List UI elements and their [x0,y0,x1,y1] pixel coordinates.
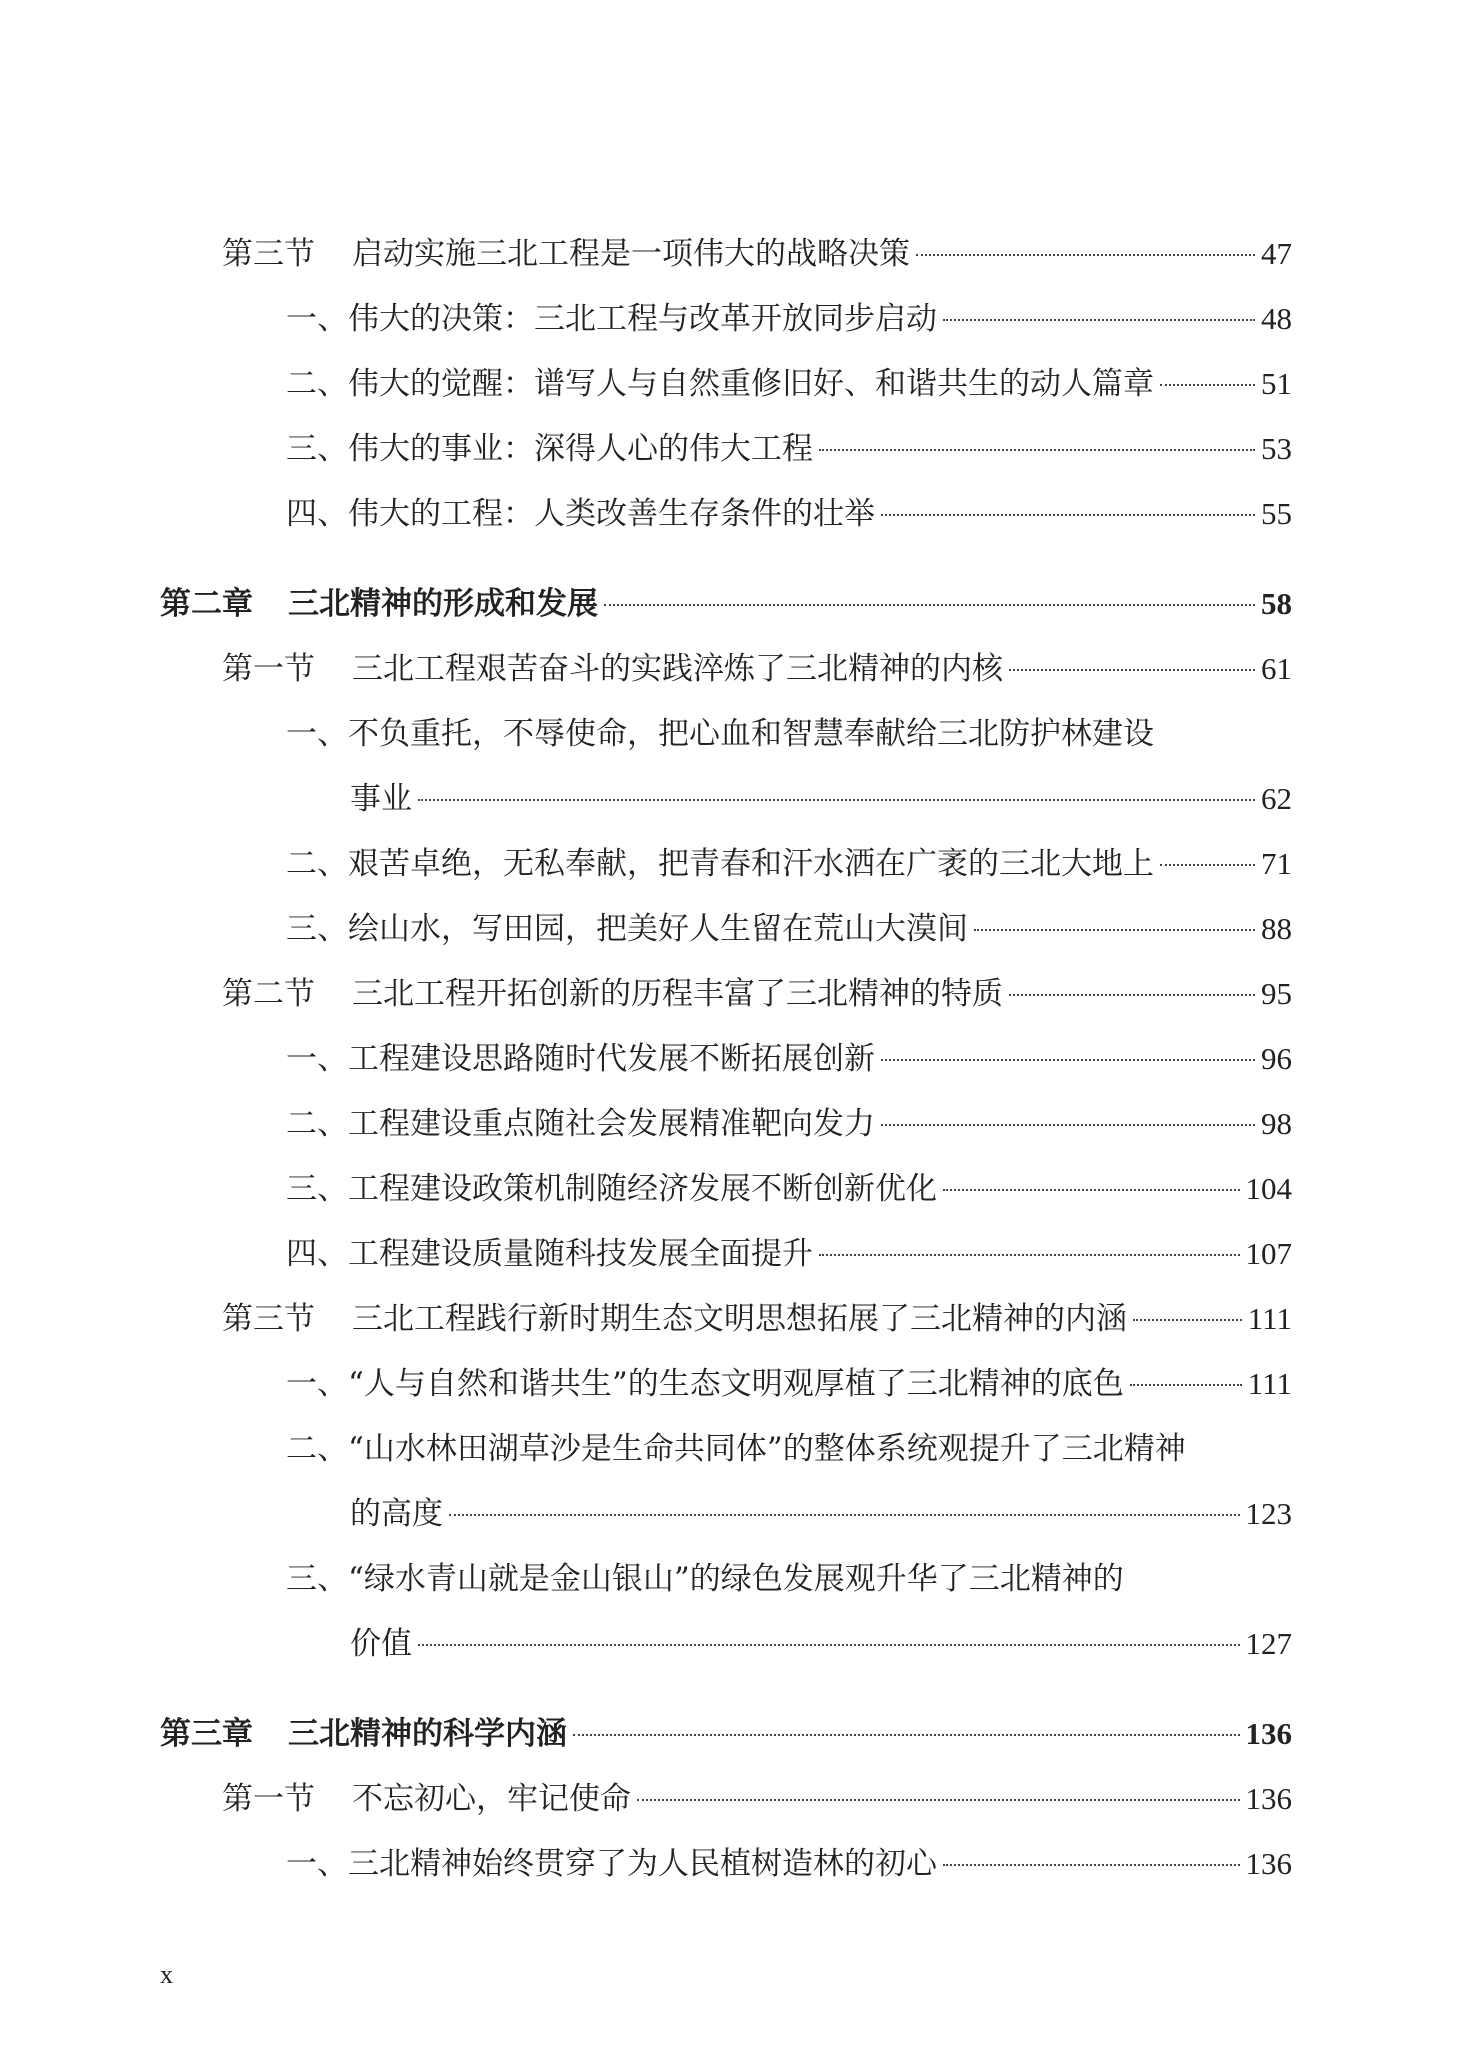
section-number: 第一节 [222,1781,315,1817]
toc-item-continuation: 价值 [350,1626,412,1662]
item-title: 一、工程建设思路随时代发展不断拓展创新 [286,1041,875,1077]
dot-leader [1009,994,1255,996]
toc-entry-text [286,1844,937,1884]
section-title: 三北工程艰苦奋斗的实践淬炼了三北精神的内核 [352,651,1003,687]
toc-item-entry[interactable] [286,429,1292,469]
dot-leader [881,1124,1255,1126]
toc-entry-text [286,299,937,339]
toc-item-continuation: 事业 [350,781,412,817]
toc-page-number: 55 [1261,496,1292,531]
toc-page-number: 58 [1261,586,1292,621]
toc-section-entry[interactable] [222,649,1292,689]
dot-leader [819,449,1255,451]
item-title: 三、绘山水，写田园，把美好人生留在荒山大漠间 [286,911,968,947]
toc-item-continuation: 的高度 [350,1496,443,1532]
toc-item-title[interactable]: 二、“山水林田湖草沙是生命共同体”的整体系统观提升了三北精神 [286,1431,1186,1467]
item-title: 一、伟大的决策：三北工程与改革开放同步启动 [286,301,937,337]
toc-item-entry[interactable] [286,1364,1292,1404]
toc-page-number: 61 [1261,651,1292,686]
toc-chapter-entry[interactable] [160,1714,1292,1754]
toc-item-entry[interactable] [286,909,1292,949]
toc-chapter-entry[interactable] [160,584,1292,624]
toc-entry-text [160,584,598,624]
item-title: 一、三北精神始终贯穿了为人民植树造林的初心 [286,1846,937,1882]
dot-leader [1130,1384,1242,1386]
toc-item-entry[interactable] [286,364,1292,404]
dot-leader [881,1059,1255,1061]
toc-item-title[interactable]: 一、不负重托，不辱使命，把心血和智慧奉献给三北防护林建设 [286,716,1154,752]
item-title: 二、艰苦卓绝，无私奉献，把青春和汗水洒在广袤的三北大地上 [286,846,1154,882]
toc-item-entry[interactable] [286,844,1292,884]
toc-page-number: 136 [1245,1716,1292,1751]
toc-section-entry[interactable] [222,1299,1292,1339]
dot-leader [943,1864,1240,1866]
toc-entry-text [286,1104,875,1144]
toc-page-number: 48 [1261,301,1292,336]
dot-leader [943,1189,1240,1191]
toc-item-entry[interactable] [286,494,1292,534]
toc-entry-text [286,1234,813,1274]
dot-leader [604,604,1255,606]
toc-item-entry[interactable] [286,1039,1292,1079]
toc-page-number: 123 [1245,1496,1292,1531]
toc-page-number: 136 [1245,1781,1292,1816]
toc-section-entry[interactable] [222,1779,1292,1819]
toc-entry-text [286,429,813,469]
toc-item-entry[interactable] [286,1844,1292,1884]
dot-leader [418,799,1255,801]
dot-leader [1160,384,1255,386]
item-title: 四、伟大的工程：人类改善生存条件的壮举 [286,496,875,532]
toc-page-number: 111 [1247,1301,1292,1336]
toc-page-number: 95 [1261,976,1292,1011]
toc-item-entry[interactable] [286,299,1292,339]
dot-leader [943,319,1255,321]
toc-entry-text [286,1039,875,1079]
toc-entry-text [222,1779,631,1819]
toc-entry-text [222,1299,1127,1339]
section-number: 第三节 [222,1301,315,1337]
item-title: 二、伟大的觉醒：谱写人与自然重修旧好、和谐共生的动人篇章 [286,366,1154,402]
toc-item-entry[interactable] [286,1104,1292,1144]
toc-entry[interactable] [350,1624,1292,1664]
dot-leader [449,1514,1240,1516]
toc-page-number: 96 [1261,1041,1292,1076]
section-title: 启动实施三北工程是一项伟大的战略决策 [352,236,910,272]
dot-leader [1009,669,1255,671]
dot-leader [418,1644,1240,1646]
dot-leader [881,514,1255,516]
dot-leader [916,254,1255,256]
toc-entry-text [286,1364,1124,1404]
toc-page-number: 71 [1261,846,1292,881]
toc-section-entry[interactable] [222,234,1292,274]
page-folio: x [160,1960,173,1989]
section-title: 三北工程践行新时期生态文明思想拓展了三北精神的内涵 [352,1301,1127,1337]
toc-page-number: 104 [1245,1171,1292,1206]
chapter-number: 第二章 [160,586,253,622]
toc-entry[interactable] [350,779,1292,819]
toc-entry-text [286,844,1154,884]
item-title: 一、“人与自然和谐共生”的生态文明观厚植了三北精神的底色 [286,1366,1124,1402]
dot-leader [974,929,1255,931]
toc-page-number: 51 [1261,366,1292,401]
toc-page-number: 136 [1245,1846,1292,1881]
section-title: 不忘初心，牢记使命 [352,1781,631,1817]
chapter-title: 三北精神的科学内涵 [288,1716,567,1752]
chapter-number: 第三章 [160,1716,253,1752]
section-title: 三北工程开拓创新的历程丰富了三北精神的特质 [352,976,1003,1012]
item-title: 二、工程建设重点随社会发展精准靶向发力 [286,1106,875,1142]
toc-section-entry[interactable] [222,974,1292,1014]
item-title: 三、工程建设政策机制随经济发展不断创新优化 [286,1171,937,1207]
toc-item-entry[interactable] [286,1169,1292,1209]
item-title: 三、伟大的事业：深得人心的伟大工程 [286,431,813,467]
toc-page-number: 62 [1261,781,1292,816]
toc-entry-text [286,364,1154,404]
dot-leader [1133,1319,1242,1321]
toc-item-entry[interactable] [286,1234,1292,1274]
toc-page-number: 127 [1245,1626,1292,1661]
section-number: 第三节 [222,236,315,272]
toc-entry-text [222,649,1003,689]
dot-leader [819,1254,1240,1256]
toc-item-title[interactable]: 三、“绿水青山就是金山银山”的绿色发展观升华了三北精神的 [286,1561,1124,1597]
section-number: 第二节 [222,976,315,1012]
dot-leader [573,1734,1240,1736]
section-number: 第一节 [222,651,315,687]
toc-entry-text [286,1169,937,1209]
toc-page-number: 47 [1261,236,1292,271]
toc-entry-text [160,1714,567,1754]
toc-entry-text [286,909,968,949]
toc-entry-text [222,974,1003,1014]
toc-page-number: 88 [1261,911,1292,946]
toc-entry[interactable] [350,1494,1292,1534]
toc-entry-text [222,234,910,274]
toc-page-number: 53 [1261,431,1292,466]
toc-page-number: 98 [1261,1106,1292,1141]
item-title: 四、工程建设质量随科技发展全面提升 [286,1236,813,1272]
dot-leader [637,1799,1240,1801]
dot-leader [1160,864,1255,866]
chapter-title: 三北精神的形成和发展 [288,586,598,622]
toc-page-number: 107 [1245,1236,1292,1271]
toc-entry-text [286,494,875,534]
toc-page-number: 111 [1247,1366,1292,1401]
